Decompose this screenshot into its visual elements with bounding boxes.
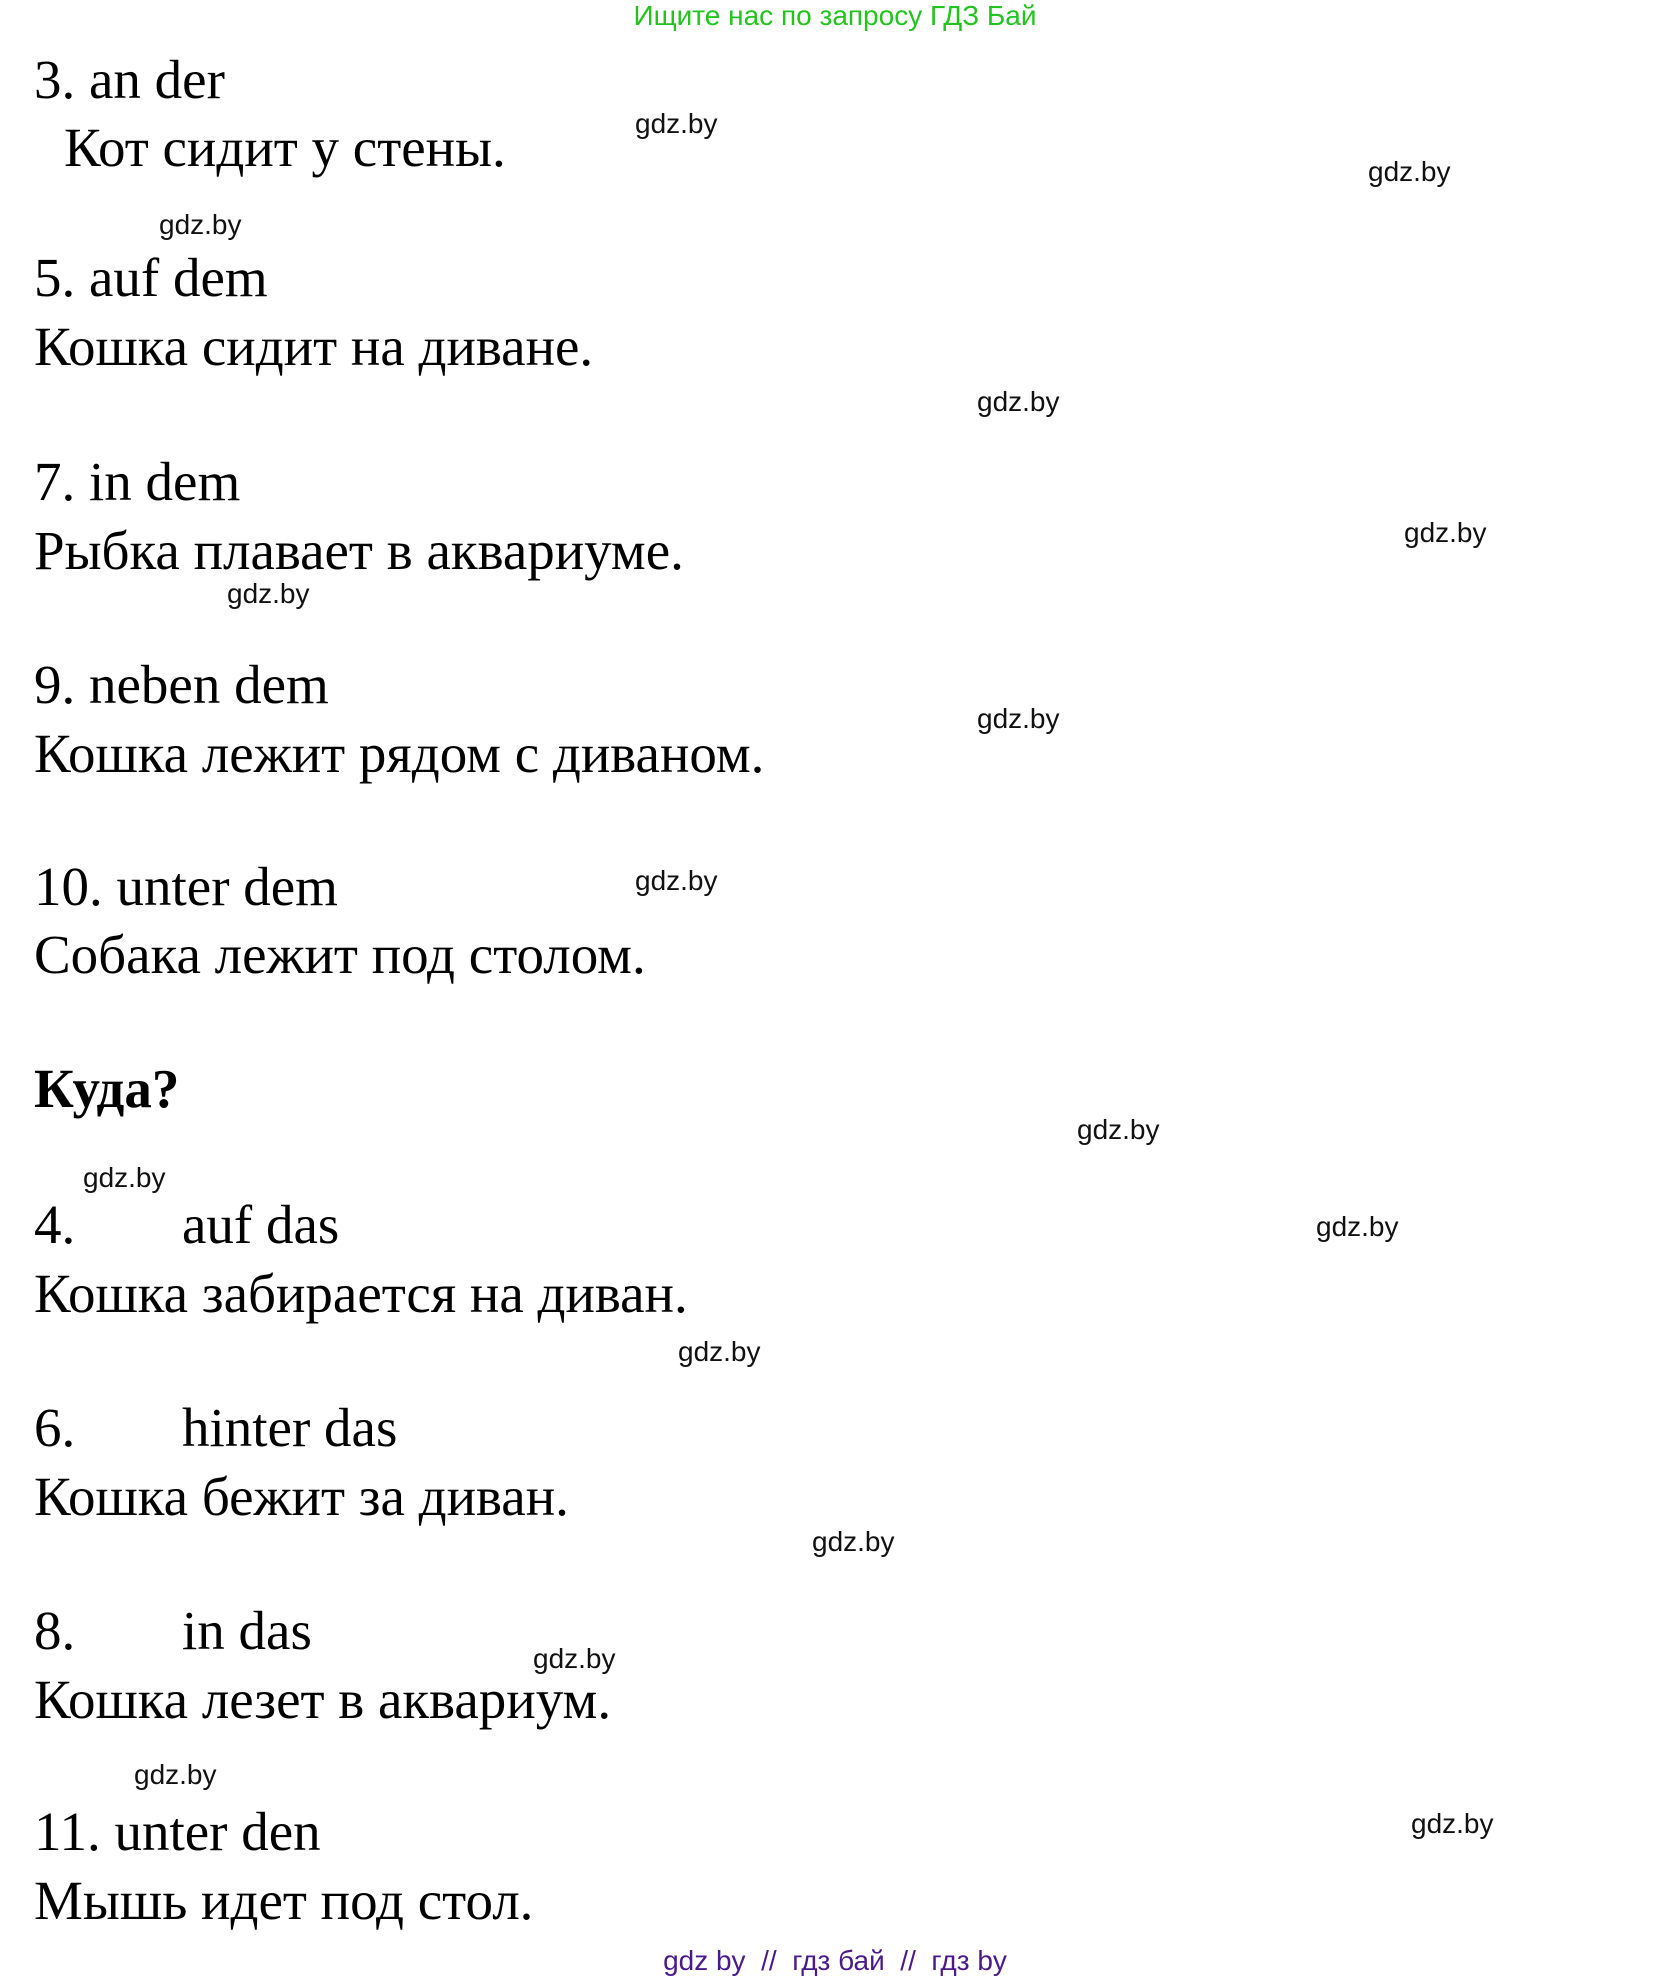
item-label: 5. auf dem [34, 247, 268, 308]
watermark: gdz.by [227, 578, 310, 609]
item-translation: Кот сидит у стены. [64, 117, 506, 178]
item-label: 6. hinter das [34, 1397, 398, 1458]
watermark: gdz.by [1368, 156, 1451, 187]
watermark: gdz.by [134, 1759, 217, 1790]
item-label: 9. neben dem [34, 654, 329, 715]
item-label: 8. in das [34, 1600, 312, 1661]
item-translation: Кошка лезет в аквариум. [34, 1669, 612, 1730]
watermark: gdz.by [1404, 517, 1487, 548]
footer-links: gdz by // гдз бай // гдз by [663, 1945, 1007, 1976]
watermark: gdz.by [533, 1643, 616, 1674]
item-translation: Собака лежит под столом. [34, 924, 646, 985]
watermark: gdz.by [159, 209, 242, 240]
watermark: gdz.by [977, 703, 1060, 734]
item-label: 4. auf das [34, 1194, 340, 1255]
section-heading: Куда? [34, 1058, 180, 1119]
search-hint-header: Ищите нас по запросу ГДЗ Бай [633, 0, 1037, 31]
watermark: gdz.by [678, 1336, 761, 1367]
watermark: gdz.by [635, 108, 718, 139]
item-translation: Кошка забирается на диван. [34, 1263, 688, 1324]
watermark: gdz.by [1316, 1211, 1399, 1242]
item-label: 10. unter dem [34, 856, 338, 917]
item-translation: Рыбка плавает в аквариуме. [34, 520, 684, 581]
watermark: gdz.by [977, 386, 1060, 417]
item-translation: Кошка сидит на диване. [34, 316, 594, 377]
watermark: gdz.by [83, 1162, 166, 1193]
item-label: 7. in dem [34, 451, 241, 512]
watermark: gdz.by [1411, 1808, 1494, 1839]
watermark: gdz.by [1077, 1114, 1160, 1145]
item-translation: Кошка бежит за диван. [34, 1466, 569, 1527]
watermark: gdz.by [635, 865, 718, 896]
watermark: gdz.by [812, 1526, 895, 1557]
item-label: 11. unter den [34, 1801, 321, 1862]
item-translation: Мышь идет под стол. [34, 1870, 534, 1931]
item-translation: Кошка лежит рядом с диваном. [34, 723, 765, 784]
item-label: 3. an der [34, 49, 225, 110]
